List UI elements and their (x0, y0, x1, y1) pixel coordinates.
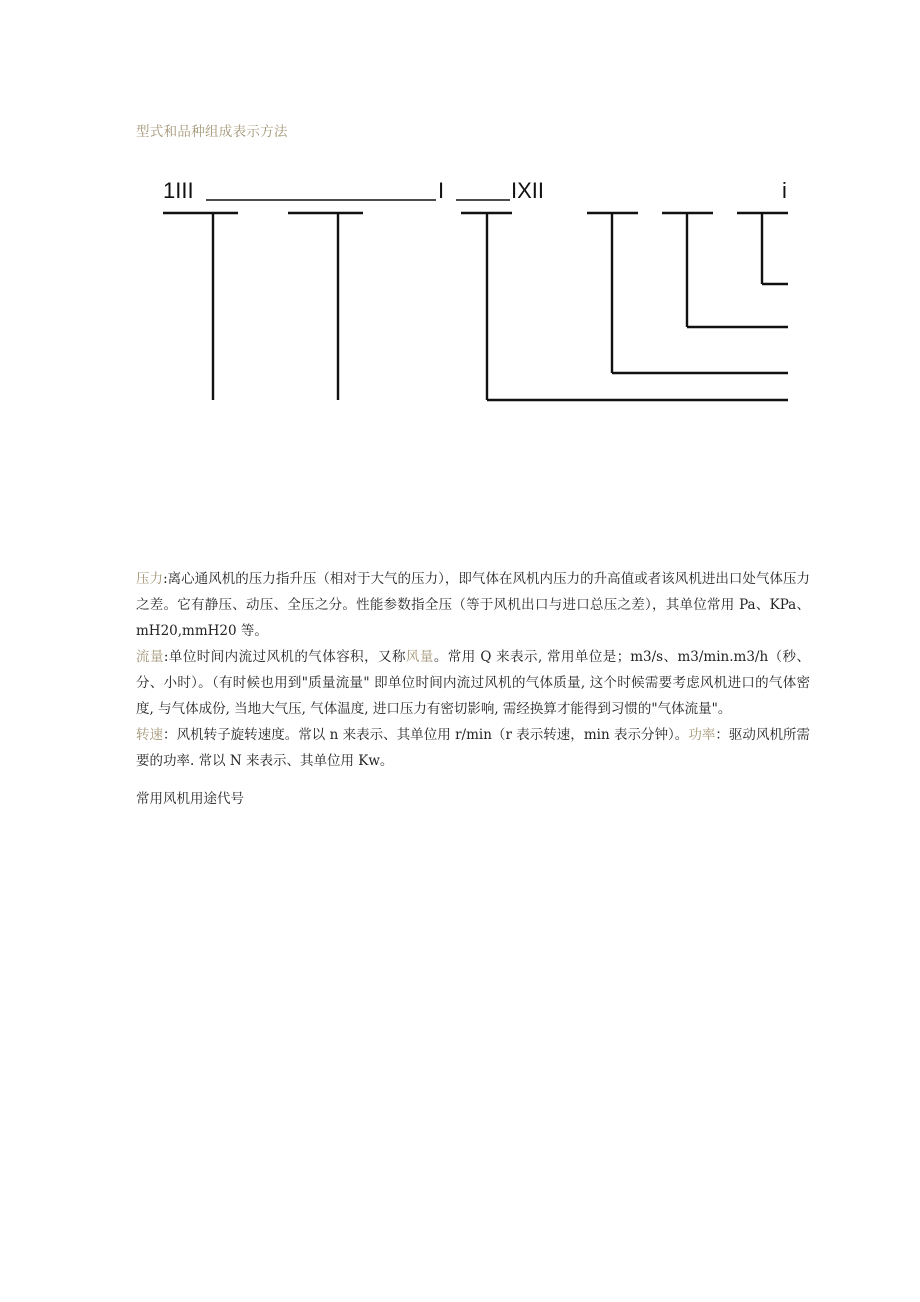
term-pressure: 压力 (136, 571, 164, 587)
power-text: ：驱动风机所需要的功率. 常以 N 来表示、其单位用 Kw。 (136, 727, 811, 769)
model-code-diagram (0, 0, 920, 420)
flow-text-b: 。常用 Q 来表示, 常用单位是；m3/s、m3/min.m3/h（秒、分、小时）。（有时候也用到"质量流量" 即单位时间内流过风机的气体质量, 这个时候需要考虑风机进口的气体密度, 与气体成份, 当地大气压, 气体温度, 进口压力有密切影响, 需经换算才能得到习惯的"气体流量"。 (136, 649, 811, 717)
diagram-branch-2 (288, 213, 363, 400)
parameter-definitions (136, 566, 810, 774)
speed-text: ：风机转子旋转速度。常以 n 来表示、其单位用 r/min（r 表示转速，min 表示分钟）。 (163, 727, 689, 743)
paragraph-speed-power (136, 722, 810, 774)
pressure-text: :离心通风机的压力指升压（相对于大气的压力），即气体在风机内压力的升高值或者该风机进出口处气体压力之差。它有静压、动压、全压之分。性能参数指全压（等于风机出口与进口总压之差），其单位常用 Pa、KPa、mH20,mmH20 等。 (136, 571, 811, 639)
diagram-code-middle: I (438, 178, 445, 203)
diagram-code-far-right: i (782, 178, 787, 203)
usage-code-heading: 常用风机用途代号 (136, 791, 244, 807)
paragraph-flow (136, 644, 810, 722)
term-flow: 流量 (136, 649, 164, 665)
term-air-volume: 风量 (405, 649, 434, 665)
flow-text-a: :单位时间内流过风机的气体容积，又称 (163, 649, 406, 665)
section-heading: 型式和品种组成表示方法 (136, 124, 288, 140)
paragraph-pressure (136, 566, 810, 644)
diagram-branch-1 (163, 213, 238, 400)
term-speed: 转速 (136, 727, 164, 743)
diagram-code-right: IXII (511, 178, 545, 203)
diagram-code-left: 1III (163, 178, 194, 203)
diagram-branch-6 (737, 213, 788, 284)
term-power: 功率 (688, 727, 716, 743)
diagram-branch-5 (662, 213, 788, 327)
